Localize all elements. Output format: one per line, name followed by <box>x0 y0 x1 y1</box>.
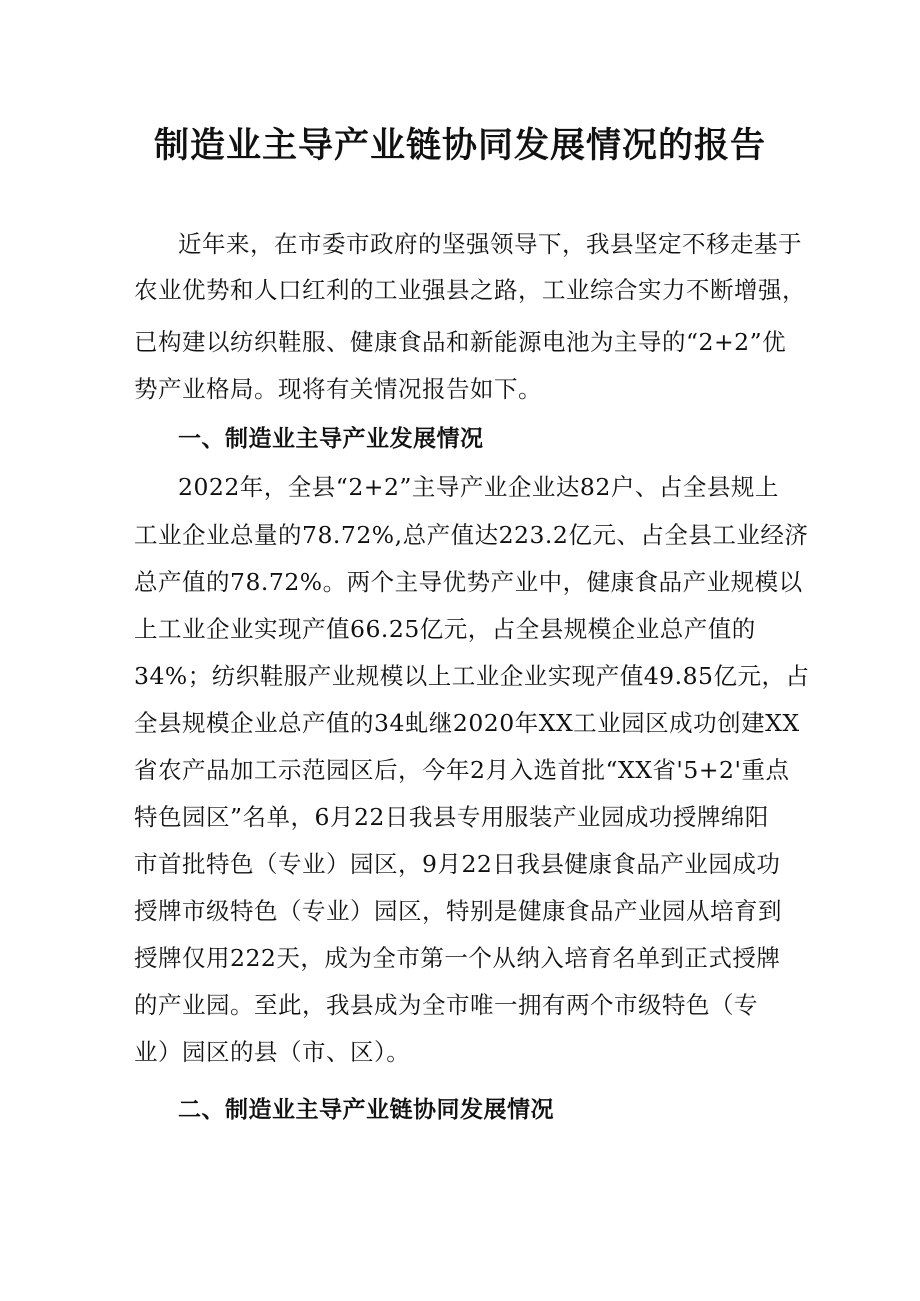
section-1-line: 上工业企业实现产值66.25亿元，占全县规模企业总产值的 <box>134 615 756 643</box>
intro-line: 近年来，在市委市政府的坚强领导下，我县坚定不移走基于 <box>178 230 802 258</box>
section-2-heading: 二、制造业主导产业链协同发展情况 <box>178 1097 554 1123</box>
section-1-line: 省农产品加工示范园区后，今年2月入选首批“XX省'5+2'重点 <box>134 756 790 784</box>
section-1-line: 全县规模企业总产值的34虬继2020年XX工业园区成功创建XX <box>134 709 800 737</box>
section-1-line: 授牌仅用222天，成为全市第一个从纳入培育名单到正式授牌 <box>134 944 781 972</box>
section-1-line: 34%；纺织鞋服产业规模以上工业企业实现产值49.85亿元，占 <box>134 662 810 690</box>
section-1-line: 授牌市级特色（专业）园区，特别是健康食品产业园从培育到 <box>134 897 782 925</box>
section-1-line: 市首批特色（专业）园区，9月22日我县健康食品产业园成功 <box>134 850 781 878</box>
section-1-line: 总产值的78.72%。两个主导优势产业中，健康食品产业规模以 <box>134 568 803 596</box>
section-1-line: 特色园区”名单，6月22日我县专用服装产业园成功授牌绵阳 <box>134 803 769 831</box>
intro-line: 已构建以纺织鞋服、健康食品和新能源电池为主导的“2+2”优 <box>134 328 787 356</box>
intro-line: 势产业格局。现将有关情况报告如下。 <box>134 375 542 403</box>
section-1-line: 的产业园。至此，我县成为全市唯一拥有两个市级特色（专 <box>134 991 758 1019</box>
document-title: 制造业主导产业链协同发展情况的报告 <box>153 126 766 166</box>
section-1-line: 业）园区的县（市、区）。 <box>134 1038 411 1066</box>
section-1-line: 2022年，全县“2+2”主导产业企业达82户、占全县规上 <box>178 473 779 501</box>
section-1-heading: 一、制造业主导产业发展情况 <box>178 426 484 452</box>
section-1-line: 工业企业总量的78.72%,总产值达223.2亿元、占全县工业经济 <box>134 521 809 549</box>
intro-line: 农业优势和人口红利的工业强县之路，工业综合实力不断增强， <box>134 276 806 304</box>
